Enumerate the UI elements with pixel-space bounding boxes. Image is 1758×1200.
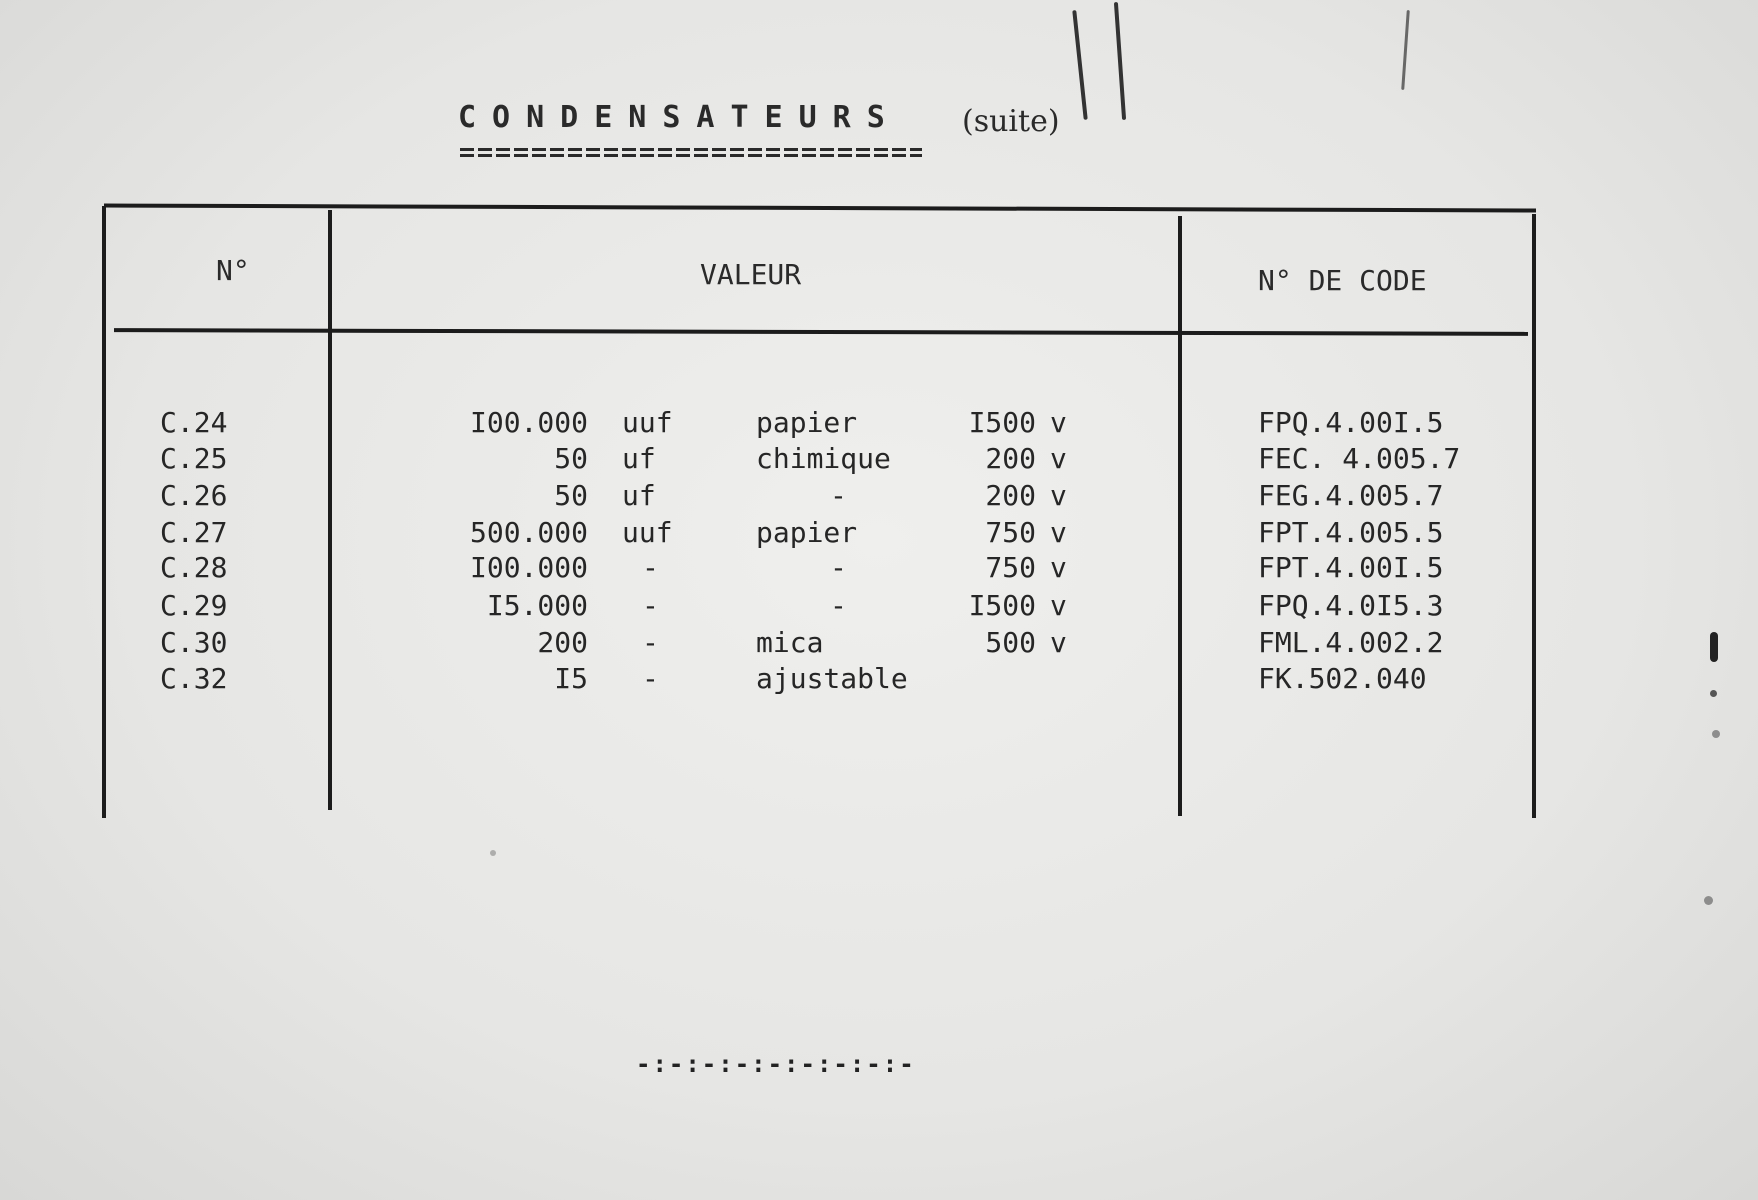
cell-v-unit: v: [1050, 479, 1067, 512]
cell-unit: -: [642, 626, 659, 659]
cell-type: papier: [756, 406, 858, 439]
cell-type: -: [830, 479, 847, 512]
page-title-suffix: (suite): [962, 104, 1060, 139]
header-num: N°: [216, 254, 250, 287]
cell-voltage: 500: [985, 626, 1036, 659]
cell-voltage: 200: [985, 442, 1036, 475]
paper-speck: [1712, 730, 1720, 738]
cell-value: I00.000: [469, 406, 588, 439]
cell-ref: C.30: [160, 626, 228, 659]
cell-code: FPQ.4.0I5.3: [1258, 589, 1444, 622]
cell-value: I00.000: [469, 551, 588, 584]
cell-code: FK.502.040: [1258, 662, 1427, 695]
cell-unit: uuf: [622, 406, 673, 439]
cell-ref: C.25: [160, 442, 228, 475]
cell-value: I5.000: [486, 589, 588, 622]
cell-value: 50: [554, 479, 588, 512]
cell-v-unit: v: [1050, 626, 1067, 659]
cell-value: I5: [554, 662, 588, 695]
cell-v-unit: v: [1050, 589, 1067, 622]
cell-code: FPT.4.005.5: [1258, 516, 1444, 549]
cell-v-unit: v: [1050, 406, 1067, 439]
cell-voltage: I500: [968, 406, 1036, 439]
cell-code: FML.4.002.2: [1258, 626, 1444, 659]
cell-v-unit: v: [1050, 551, 1067, 584]
title-underline: [460, 148, 922, 162]
table-right-border: [1532, 214, 1536, 818]
pen-stroke-mark: [1114, 2, 1126, 120]
cell-value: 200: [537, 626, 588, 659]
table-header-divider: [114, 328, 1528, 336]
cell-unit: -: [642, 589, 659, 622]
paper-speck: [490, 850, 496, 856]
cell-unit: -: [642, 662, 659, 695]
table-col-divider-2: [1178, 216, 1182, 816]
pen-stroke-mark: [1401, 10, 1410, 90]
cell-voltage: 750: [985, 551, 1036, 584]
cell-ref: C.24: [160, 406, 228, 439]
table-col-divider-1: [328, 210, 332, 810]
cell-type: -: [830, 551, 847, 584]
cell-voltage: 200: [985, 479, 1036, 512]
cell-type: mica: [756, 626, 824, 659]
cell-v-unit: v: [1050, 442, 1067, 475]
cell-code: FPT.4.00I.5: [1258, 551, 1444, 584]
cell-ref: C.32: [160, 662, 228, 695]
header-valeur: VALEUR: [700, 258, 802, 291]
cell-ref: C.28: [160, 551, 228, 584]
paper-speck: [1710, 690, 1717, 697]
cell-v-unit: v: [1050, 516, 1067, 549]
cell-ref: C.29: [160, 589, 228, 622]
cell-voltage: 750: [985, 516, 1036, 549]
cell-ref: C.26: [160, 479, 228, 512]
header-code: N° DE CODE: [1258, 264, 1427, 297]
cell-code: FEC. 4.005.7: [1258, 442, 1461, 475]
cell-type: -: [830, 589, 847, 622]
cell-ref: C.27: [160, 516, 228, 549]
cell-type: papier: [756, 516, 858, 549]
cell-type: chimique: [756, 442, 891, 475]
paper-speck: [1704, 896, 1713, 905]
paper-speck: [1710, 632, 1718, 662]
cell-code: FEG.4.005.7: [1258, 479, 1444, 512]
cell-voltage: I500: [968, 589, 1036, 622]
cell-value: 500.000: [469, 516, 588, 549]
table-top-border: [104, 204, 1536, 213]
cell-type: ajustable: [756, 662, 908, 695]
page-title: CONDENSATEURS: [458, 100, 901, 135]
cell-unit: uuf: [622, 516, 673, 549]
table-left-border: [102, 206, 106, 818]
cell-value: 50: [554, 442, 588, 475]
cell-code: FPQ.4.00I.5: [1258, 406, 1444, 439]
cell-unit: uf: [622, 442, 656, 475]
pen-stroke-mark: [1072, 10, 1087, 120]
footer-divider: -:-:-:-:-:-:-:-:-: [636, 1050, 916, 1078]
cell-unit: -: [642, 551, 659, 584]
cell-unit: uf: [622, 479, 656, 512]
